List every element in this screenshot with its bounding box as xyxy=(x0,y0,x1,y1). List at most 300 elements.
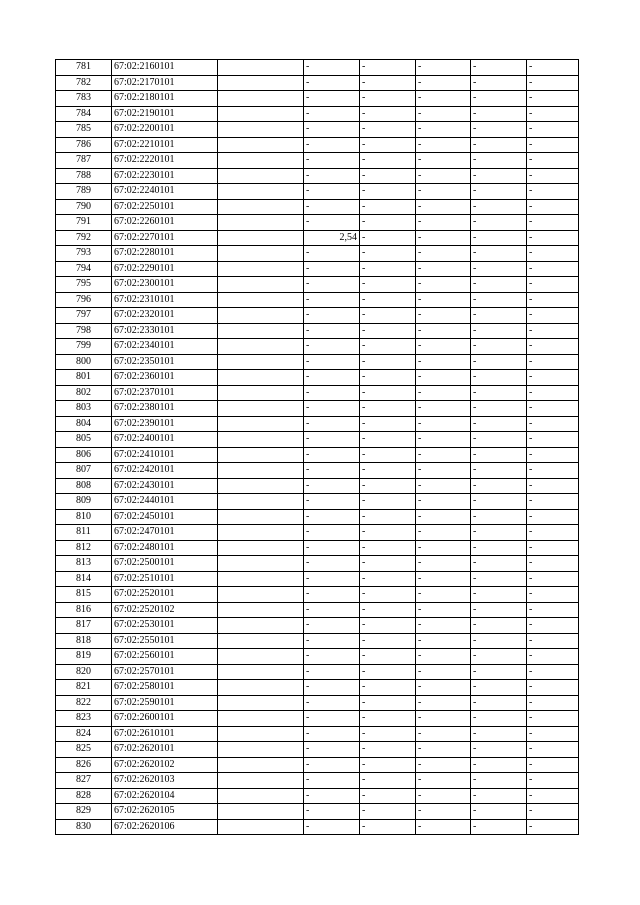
value-cell-1: - xyxy=(304,354,360,370)
blank-cell xyxy=(218,649,304,665)
table-row xyxy=(56,246,579,262)
value-cell-4: - xyxy=(471,757,527,773)
row-number-cell: 819 xyxy=(56,649,112,665)
value-cell-5: - xyxy=(527,261,579,277)
value-cell-4: - xyxy=(471,354,527,370)
cadastral-code-cell: 67:02:2230101 xyxy=(112,168,218,184)
value-cell-3: - xyxy=(416,649,471,665)
cadastral-code-cell: 67:02:2340101 xyxy=(112,339,218,355)
row-number-cell: 814 xyxy=(56,571,112,587)
value-cell-4: - xyxy=(471,587,527,603)
row-number-cell: 794 xyxy=(56,261,112,277)
value-cell-2: - xyxy=(360,540,416,556)
row-number-cell: 790 xyxy=(56,199,112,215)
value-cell-4: - xyxy=(471,246,527,262)
table-row xyxy=(56,742,579,758)
table-row xyxy=(56,230,579,246)
table-row xyxy=(56,277,579,293)
cadastral-code-cell: 67:02:2330101 xyxy=(112,323,218,339)
value-cell-4: - xyxy=(471,168,527,184)
value-cell-3: - xyxy=(416,370,471,386)
value-cell-2: - xyxy=(360,122,416,138)
blank-cell xyxy=(218,602,304,618)
table-row xyxy=(56,463,579,479)
value-cell-4: - xyxy=(471,199,527,215)
blank-cell xyxy=(218,463,304,479)
value-cell-3: - xyxy=(416,509,471,525)
value-cell-2: - xyxy=(360,416,416,432)
cadastral-code-cell: 67:02:2220101 xyxy=(112,153,218,169)
value-cell-2: - xyxy=(360,509,416,525)
value-cell-3: - xyxy=(416,230,471,246)
blank-cell xyxy=(218,106,304,122)
value-cell-1: - xyxy=(304,618,360,634)
value-cell-3: - xyxy=(416,478,471,494)
row-number-cell: 800 xyxy=(56,354,112,370)
value-cell-3: - xyxy=(416,416,471,432)
value-cell-3: - xyxy=(416,618,471,634)
value-cell-2: - xyxy=(360,680,416,696)
value-cell-2: - xyxy=(360,556,416,572)
row-number-cell: 827 xyxy=(56,773,112,789)
value-cell-2: - xyxy=(360,91,416,107)
value-cell-5: - xyxy=(527,773,579,789)
value-cell-5: - xyxy=(527,370,579,386)
cadastral-code-cell: 67:02:2160101 xyxy=(112,60,218,76)
value-cell-4: - xyxy=(471,261,527,277)
table-row xyxy=(56,757,579,773)
blank-cell xyxy=(218,540,304,556)
value-cell-2: - xyxy=(360,292,416,308)
value-cell-1: 2,54 xyxy=(304,230,360,246)
blank-cell xyxy=(218,230,304,246)
cadastral-code-cell: 67:02:2170101 xyxy=(112,75,218,91)
value-cell-4: - xyxy=(471,463,527,479)
value-cell-1: - xyxy=(304,184,360,200)
value-cell-4: - xyxy=(471,401,527,417)
value-cell-1: - xyxy=(304,385,360,401)
row-number-cell: 805 xyxy=(56,432,112,448)
value-cell-3: - xyxy=(416,215,471,231)
value-cell-5: - xyxy=(527,416,579,432)
value-cell-4: - xyxy=(471,711,527,727)
value-cell-2: - xyxy=(360,277,416,293)
cadastral-code-cell: 67:02:2600101 xyxy=(112,711,218,727)
cadastral-code-cell: 67:02:2590101 xyxy=(112,695,218,711)
row-number-cell: 782 xyxy=(56,75,112,91)
value-cell-5: - xyxy=(527,788,579,804)
value-cell-1: - xyxy=(304,261,360,277)
blank-cell xyxy=(218,664,304,680)
value-cell-2: - xyxy=(360,695,416,711)
value-cell-3: - xyxy=(416,339,471,355)
value-cell-3: - xyxy=(416,432,471,448)
value-cell-2: - xyxy=(360,463,416,479)
row-number-cell: 781 xyxy=(56,60,112,76)
row-number-cell: 809 xyxy=(56,494,112,510)
value-cell-2: - xyxy=(360,323,416,339)
blank-cell xyxy=(218,308,304,324)
blank-cell xyxy=(218,494,304,510)
value-cell-2: - xyxy=(360,478,416,494)
value-cell-5: - xyxy=(527,463,579,479)
value-cell-1: - xyxy=(304,168,360,184)
value-cell-5: - xyxy=(527,184,579,200)
blank-cell xyxy=(218,184,304,200)
value-cell-5: - xyxy=(527,618,579,634)
row-number-cell: 807 xyxy=(56,463,112,479)
value-cell-2: - xyxy=(360,432,416,448)
value-cell-1: - xyxy=(304,137,360,153)
table-row xyxy=(56,556,579,572)
value-cell-1: - xyxy=(304,509,360,525)
table-row xyxy=(56,215,579,231)
value-cell-4: - xyxy=(471,106,527,122)
value-cell-1: - xyxy=(304,60,360,76)
value-cell-4: - xyxy=(471,819,527,835)
cadastral-code-cell: 67:02:2280101 xyxy=(112,246,218,262)
value-cell-4: - xyxy=(471,137,527,153)
value-cell-1: - xyxy=(304,308,360,324)
value-cell-4: - xyxy=(471,525,527,541)
value-cell-2: - xyxy=(360,525,416,541)
value-cell-4: - xyxy=(471,633,527,649)
value-cell-1: - xyxy=(304,587,360,603)
value-cell-5: - xyxy=(527,804,579,820)
value-cell-3: - xyxy=(416,680,471,696)
value-cell-1: - xyxy=(304,292,360,308)
blank-cell xyxy=(218,323,304,339)
value-cell-5: - xyxy=(527,695,579,711)
value-cell-2: - xyxy=(360,261,416,277)
blank-cell xyxy=(218,788,304,804)
table-row xyxy=(56,571,579,587)
value-cell-5: - xyxy=(527,540,579,556)
value-cell-2: - xyxy=(360,664,416,680)
table-row xyxy=(56,602,579,618)
value-cell-4: - xyxy=(471,447,527,463)
value-cell-5: - xyxy=(527,587,579,603)
table-row xyxy=(56,354,579,370)
cadastral-code-cell: 67:02:2270101 xyxy=(112,230,218,246)
table-row xyxy=(56,432,579,448)
value-cell-3: - xyxy=(416,137,471,153)
value-cell-3: - xyxy=(416,308,471,324)
value-cell-4: - xyxy=(471,540,527,556)
value-cell-4: - xyxy=(471,60,527,76)
table-row xyxy=(56,680,579,696)
row-number-cell: 828 xyxy=(56,788,112,804)
table-row xyxy=(56,60,579,76)
table-row xyxy=(56,168,579,184)
row-number-cell: 813 xyxy=(56,556,112,572)
value-cell-1: - xyxy=(304,804,360,820)
table-row xyxy=(56,106,579,122)
value-cell-3: - xyxy=(416,571,471,587)
cadastral-code-cell: 67:02:2470101 xyxy=(112,525,218,541)
value-cell-4: - xyxy=(471,773,527,789)
value-cell-5: - xyxy=(527,478,579,494)
value-cell-1: - xyxy=(304,819,360,835)
value-cell-2: - xyxy=(360,494,416,510)
blank-cell xyxy=(218,633,304,649)
row-number-cell: 817 xyxy=(56,618,112,634)
row-number-cell: 788 xyxy=(56,168,112,184)
blank-cell xyxy=(218,447,304,463)
value-cell-2: - xyxy=(360,804,416,820)
row-number-cell: 804 xyxy=(56,416,112,432)
blank-cell xyxy=(218,525,304,541)
cadastral-code-cell: 67:02:2500101 xyxy=(112,556,218,572)
blank-cell xyxy=(218,571,304,587)
value-cell-1: - xyxy=(304,416,360,432)
value-cell-3: - xyxy=(416,153,471,169)
table-row xyxy=(56,649,579,665)
table-row xyxy=(56,664,579,680)
value-cell-2: - xyxy=(360,602,416,618)
value-cell-2: - xyxy=(360,819,416,835)
value-cell-2: - xyxy=(360,75,416,91)
table-row xyxy=(56,618,579,634)
cadastral-code-cell: 67:02:2250101 xyxy=(112,199,218,215)
value-cell-2: - xyxy=(360,137,416,153)
value-cell-5: - xyxy=(527,339,579,355)
blank-cell xyxy=(218,246,304,262)
blank-cell xyxy=(218,354,304,370)
table-row xyxy=(56,804,579,820)
value-cell-3: - xyxy=(416,447,471,463)
cadastral-code-cell: 67:02:2620102 xyxy=(112,757,218,773)
value-cell-5: - xyxy=(527,742,579,758)
value-cell-5: - xyxy=(527,726,579,742)
cadastral-code-cell: 67:02:2450101 xyxy=(112,509,218,525)
table-row xyxy=(56,819,579,835)
table-row xyxy=(56,478,579,494)
value-cell-4: - xyxy=(471,370,527,386)
value-cell-4: - xyxy=(471,556,527,572)
value-cell-1: - xyxy=(304,695,360,711)
row-number-cell: 783 xyxy=(56,91,112,107)
value-cell-4: - xyxy=(471,339,527,355)
row-number-cell: 787 xyxy=(56,153,112,169)
row-number-cell: 821 xyxy=(56,680,112,696)
value-cell-5: - xyxy=(527,168,579,184)
value-cell-5: - xyxy=(527,385,579,401)
row-number-cell: 812 xyxy=(56,540,112,556)
table-row xyxy=(56,494,579,510)
cadastral-code-cell: 67:02:2580101 xyxy=(112,680,218,696)
value-cell-1: - xyxy=(304,757,360,773)
table-row xyxy=(56,184,579,200)
table-row xyxy=(56,633,579,649)
value-cell-1: - xyxy=(304,75,360,91)
value-cell-1: - xyxy=(304,463,360,479)
value-cell-5: - xyxy=(527,432,579,448)
value-cell-2: - xyxy=(360,246,416,262)
cadastral-code-cell: 67:02:2190101 xyxy=(112,106,218,122)
row-number-cell: 798 xyxy=(56,323,112,339)
value-cell-3: - xyxy=(416,540,471,556)
cadastral-code-cell: 67:02:2410101 xyxy=(112,447,218,463)
row-number-cell: 822 xyxy=(56,695,112,711)
blank-cell xyxy=(218,91,304,107)
value-cell-5: - xyxy=(527,571,579,587)
value-cell-2: - xyxy=(360,726,416,742)
value-cell-1: - xyxy=(304,91,360,107)
value-cell-2: - xyxy=(360,618,416,634)
value-cell-5: - xyxy=(527,757,579,773)
value-cell-5: - xyxy=(527,447,579,463)
value-cell-4: - xyxy=(471,308,527,324)
table-row xyxy=(56,447,579,463)
value-cell-1: - xyxy=(304,788,360,804)
value-cell-2: - xyxy=(360,215,416,231)
cadastral-code-cell: 67:02:2420101 xyxy=(112,463,218,479)
blank-cell xyxy=(218,215,304,231)
cadastral-code-cell: 67:02:2520101 xyxy=(112,587,218,603)
value-cell-2: - xyxy=(360,60,416,76)
cadastral-code-cell: 67:02:2550101 xyxy=(112,633,218,649)
value-cell-4: - xyxy=(471,416,527,432)
value-cell-4: - xyxy=(471,184,527,200)
cadastral-code-cell: 67:02:2620104 xyxy=(112,788,218,804)
value-cell-4: - xyxy=(471,75,527,91)
row-number-cell: 801 xyxy=(56,370,112,386)
blank-cell xyxy=(218,695,304,711)
row-number-cell: 784 xyxy=(56,106,112,122)
blank-cell xyxy=(218,277,304,293)
cadastral-code-cell: 67:02:2370101 xyxy=(112,385,218,401)
value-cell-1: - xyxy=(304,664,360,680)
value-cell-3: - xyxy=(416,664,471,680)
cadastral-code-cell: 67:02:2440101 xyxy=(112,494,218,510)
blank-cell xyxy=(218,509,304,525)
blank-cell xyxy=(218,432,304,448)
value-cell-5: - xyxy=(527,122,579,138)
blank-cell xyxy=(218,199,304,215)
table-row xyxy=(56,525,579,541)
value-cell-4: - xyxy=(471,277,527,293)
value-cell-4: - xyxy=(471,432,527,448)
value-cell-3: - xyxy=(416,199,471,215)
row-number-cell: 797 xyxy=(56,308,112,324)
table-row xyxy=(56,401,579,417)
cadastral-code-cell: 67:02:2260101 xyxy=(112,215,218,231)
blank-cell xyxy=(218,680,304,696)
value-cell-2: - xyxy=(360,370,416,386)
value-cell-2: - xyxy=(360,230,416,246)
value-cell-3: - xyxy=(416,106,471,122)
value-cell-3: - xyxy=(416,773,471,789)
cadastral-code-cell: 67:02:2380101 xyxy=(112,401,218,417)
cadastral-code-cell: 67:02:2400101 xyxy=(112,432,218,448)
value-cell-1: - xyxy=(304,277,360,293)
value-cell-3: - xyxy=(416,401,471,417)
row-number-cell: 802 xyxy=(56,385,112,401)
row-number-cell: 823 xyxy=(56,711,112,727)
value-cell-1: - xyxy=(304,447,360,463)
value-cell-5: - xyxy=(527,509,579,525)
value-cell-3: - xyxy=(416,633,471,649)
value-cell-1: - xyxy=(304,122,360,138)
value-cell-5: - xyxy=(527,91,579,107)
row-number-cell: 826 xyxy=(56,757,112,773)
value-cell-4: - xyxy=(471,695,527,711)
row-number-cell: 818 xyxy=(56,633,112,649)
value-cell-2: - xyxy=(360,106,416,122)
value-cell-1: - xyxy=(304,494,360,510)
value-cell-3: - xyxy=(416,556,471,572)
value-cell-3: - xyxy=(416,726,471,742)
value-cell-3: - xyxy=(416,757,471,773)
row-number-cell: 795 xyxy=(56,277,112,293)
value-cell-4: - xyxy=(471,292,527,308)
value-cell-4: - xyxy=(471,649,527,665)
blank-cell xyxy=(218,773,304,789)
row-number-cell: 793 xyxy=(56,246,112,262)
table-row xyxy=(56,199,579,215)
cadastral-code-cell: 67:02:2610101 xyxy=(112,726,218,742)
value-cell-1: - xyxy=(304,525,360,541)
cadastral-code-cell: 67:02:2290101 xyxy=(112,261,218,277)
value-cell-1: - xyxy=(304,199,360,215)
cadastral-code-cell: 67:02:2350101 xyxy=(112,354,218,370)
value-cell-5: - xyxy=(527,60,579,76)
cadastral-code-cell: 67:02:2300101 xyxy=(112,277,218,293)
table-row xyxy=(56,416,579,432)
value-cell-5: - xyxy=(527,153,579,169)
blank-cell xyxy=(218,292,304,308)
value-cell-2: - xyxy=(360,401,416,417)
blank-cell xyxy=(218,60,304,76)
value-cell-3: - xyxy=(416,385,471,401)
value-cell-1: - xyxy=(304,540,360,556)
value-cell-3: - xyxy=(416,354,471,370)
value-cell-1: - xyxy=(304,711,360,727)
value-cell-2: - xyxy=(360,308,416,324)
value-cell-5: - xyxy=(527,602,579,618)
value-cell-5: - xyxy=(527,525,579,541)
table-row xyxy=(56,711,579,727)
row-number-cell: 820 xyxy=(56,664,112,680)
row-number-cell: 803 xyxy=(56,401,112,417)
value-cell-2: - xyxy=(360,385,416,401)
value-cell-4: - xyxy=(471,494,527,510)
value-cell-4: - xyxy=(471,323,527,339)
value-cell-3: - xyxy=(416,525,471,541)
table-row xyxy=(56,695,579,711)
cadastral-code-cell: 67:02:2240101 xyxy=(112,184,218,200)
cadastral-code-cell: 67:02:2210101 xyxy=(112,137,218,153)
value-cell-3: - xyxy=(416,292,471,308)
value-cell-1: - xyxy=(304,680,360,696)
blank-cell xyxy=(218,370,304,386)
value-cell-5: - xyxy=(527,680,579,696)
value-cell-3: - xyxy=(416,323,471,339)
value-cell-1: - xyxy=(304,401,360,417)
table-row xyxy=(56,292,579,308)
cadastral-code-cell: 67:02:2570101 xyxy=(112,664,218,680)
value-cell-5: - xyxy=(527,230,579,246)
value-cell-2: - xyxy=(360,199,416,215)
cadastral-code-cell: 67:02:2180101 xyxy=(112,91,218,107)
value-cell-1: - xyxy=(304,571,360,587)
value-cell-3: - xyxy=(416,788,471,804)
value-cell-3: - xyxy=(416,742,471,758)
table-row xyxy=(56,261,579,277)
value-cell-5: - xyxy=(527,633,579,649)
row-number-cell: 785 xyxy=(56,122,112,138)
